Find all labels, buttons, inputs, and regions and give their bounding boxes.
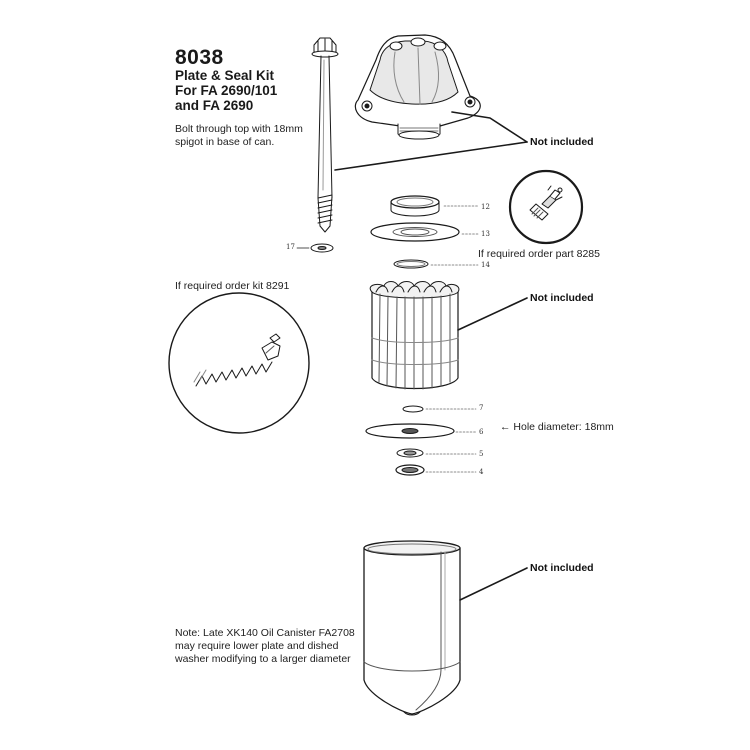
circlip-part-7 bbox=[403, 406, 476, 412]
seal-part-12 bbox=[391, 196, 478, 216]
callout-line-bolt bbox=[335, 142, 527, 170]
not-included-label-filter: Not included bbox=[530, 292, 594, 304]
canister-note-line-3: washer modifying to a larger diameter bbox=[175, 653, 351, 665]
kit-number: 8038 bbox=[175, 46, 224, 69]
part-number-6: 6 bbox=[479, 428, 484, 436]
callout-line-filter bbox=[458, 298, 527, 330]
filter-element bbox=[370, 282, 459, 390]
part-number-12: 12 bbox=[481, 203, 490, 211]
hole-diameter-note: ← Hole diameter: 18mm bbox=[500, 421, 614, 433]
washer-part-17 bbox=[297, 244, 333, 252]
inset-valve-part-8285 bbox=[510, 171, 582, 243]
top-cover-casting bbox=[355, 35, 480, 139]
plate-part-6 bbox=[366, 424, 476, 438]
kit-title-line-3: and FA 2690 bbox=[175, 98, 254, 113]
not-included-label-canister: Not included bbox=[530, 562, 594, 574]
part-number-13: 13 bbox=[481, 230, 490, 238]
part-number-14: 14 bbox=[481, 261, 490, 269]
part-number-17: 17 bbox=[286, 243, 295, 251]
kit-title-line-1: Plate & Seal Kit bbox=[175, 68, 275, 83]
bolt bbox=[312, 38, 338, 232]
canister-note-line-1: Note: Late XK140 Oil Canister FA2708 bbox=[175, 627, 355, 639]
seal-part-4 bbox=[396, 465, 476, 475]
not-included-label-top: Not included bbox=[530, 136, 594, 148]
plate-part-13 bbox=[371, 223, 478, 241]
order-kit-note: If required order kit 8291 bbox=[175, 280, 290, 292]
part-number-4: 4 bbox=[479, 468, 484, 476]
washer-part-5 bbox=[397, 449, 476, 457]
canister-note-line-2: may require lower plate and dished bbox=[175, 640, 339, 652]
oil-canister bbox=[364, 541, 460, 715]
circlip-part-14 bbox=[394, 260, 478, 268]
inset-spring-kit-8291 bbox=[169, 293, 309, 433]
bolt-note-line-2: spigot in base of can. bbox=[175, 136, 275, 148]
part-number-7: 7 bbox=[479, 404, 484, 412]
part-number-5: 5 bbox=[479, 450, 484, 458]
kit-title-line-2: For FA 2690/101 bbox=[175, 83, 278, 98]
callout-line-canister bbox=[460, 568, 527, 600]
order-part-note: If required order part 8285 bbox=[478, 248, 600, 260]
bolt-note-line-1: Bolt through top with 18mm bbox=[175, 123, 303, 135]
